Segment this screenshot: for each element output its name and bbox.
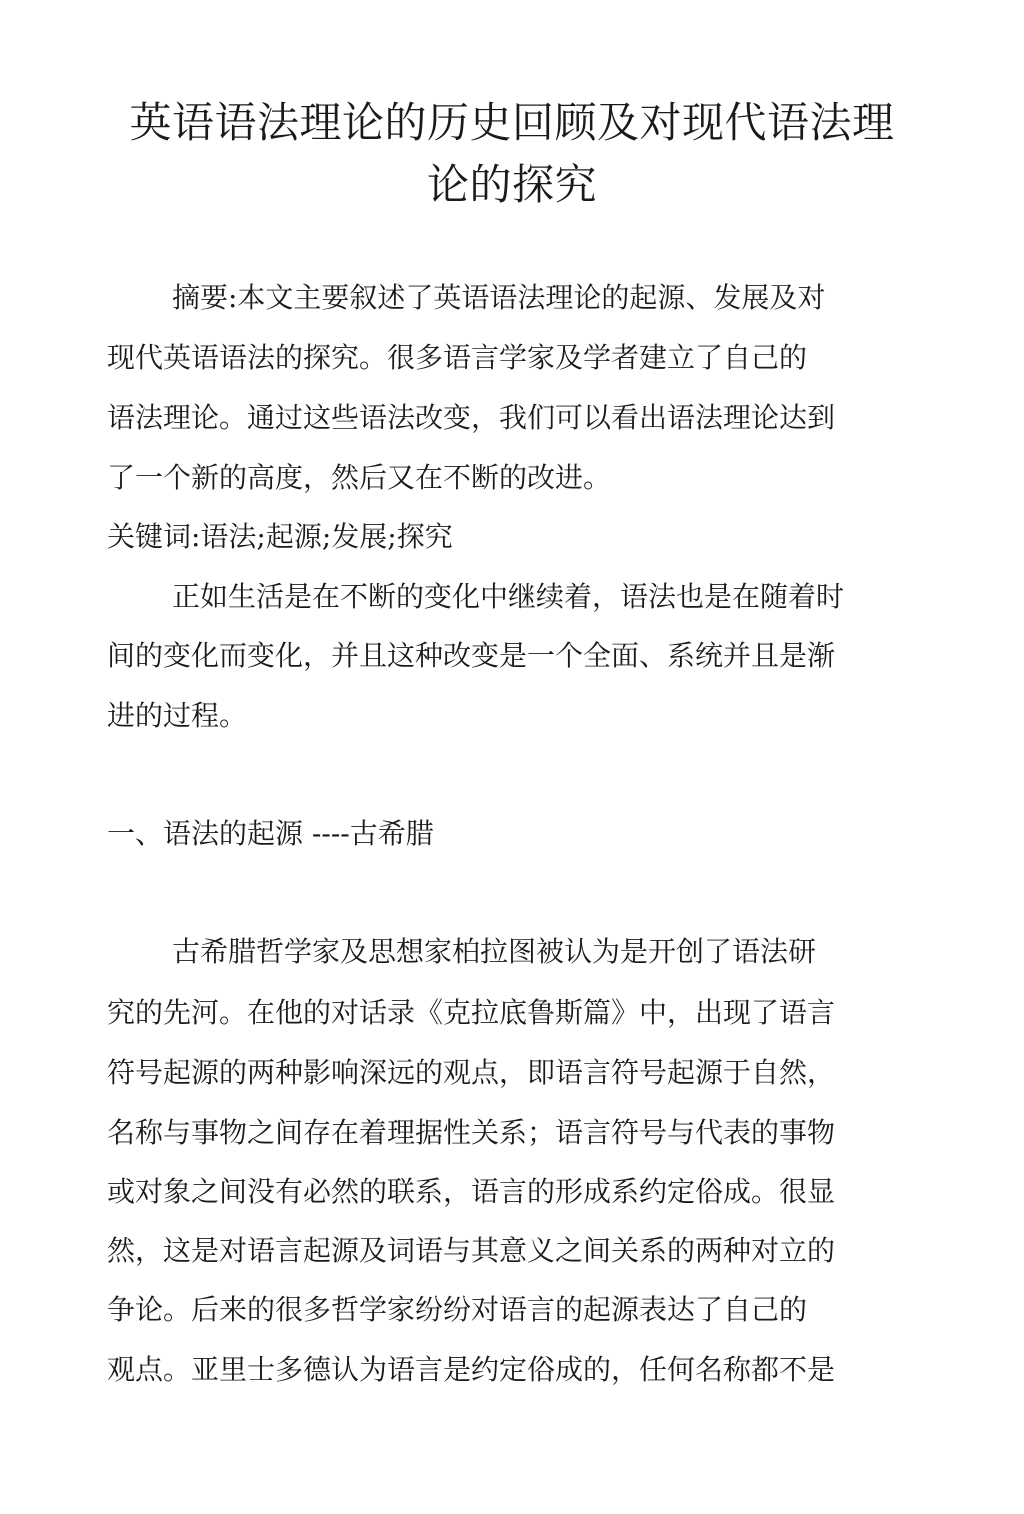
section-1-line-7: 争论。后来的很多哲学家纷纷对语言的起源表达了自己的 xyxy=(107,1293,808,1326)
abstract-line-2: 现代英语语法的探究。很多语言学家及学者建立了自己的 xyxy=(107,341,808,374)
document-title xyxy=(100,92,924,216)
abstract-line-4: 了一个新的高度，然后又在不断的改进。 xyxy=(107,461,612,494)
abstract-line-3: 语法理论。通过这些语法改变，我们可以看出语法理论达到 xyxy=(107,401,836,434)
section-1-heading: 一、语法的起源 ----古希腊 xyxy=(107,817,434,850)
intro-line-3: 进的过程。 xyxy=(107,699,248,732)
title-line-2: 论的探究 xyxy=(426,160,597,209)
title-line-1: 英语语法理论的历史回顾及对现代语法理 xyxy=(129,98,895,147)
section-1-line-4: 名称与事物之间存在着理据性关系；语言符号与代表的事物 xyxy=(107,1116,836,1149)
intro-line-1: 正如生活是在不断的变化中继续着，语法也是在随着时 xyxy=(172,580,845,613)
section-1-line-6: 然，这是对语言起源及词语与其意义之间关系的两种对立的 xyxy=(107,1234,836,1267)
keywords-line: 关键词:语法;起源;发展;探究 xyxy=(107,520,453,553)
section-1-line-1: 古希腊哲学家及思想家柏拉图被认为是开创了语法研 xyxy=(172,935,817,968)
section-1-line-5: 或对象之间没有必然的联系，语言的形成系约定俗成。很显 xyxy=(107,1175,836,1208)
section-1-line-3: 符号起源的两种影响深远的观点，即语言符号起源于自然， xyxy=(107,1056,836,1089)
section-1-line-2: 究的先河。在他的对话录《克拉底鲁斯篇》中，出现了语言 xyxy=(107,996,836,1029)
abstract-line-1: 摘要:本文主要叙述了英语语法理论的起源、发展及对 xyxy=(172,281,826,314)
intro-line-2: 间的变化而变化，并且这种改变是一个全面、系统并且是渐 xyxy=(107,639,836,672)
section-1-line-8: 观点。亚里士多德认为语言是约定俗成的，任何名称都不是 xyxy=(107,1353,836,1386)
